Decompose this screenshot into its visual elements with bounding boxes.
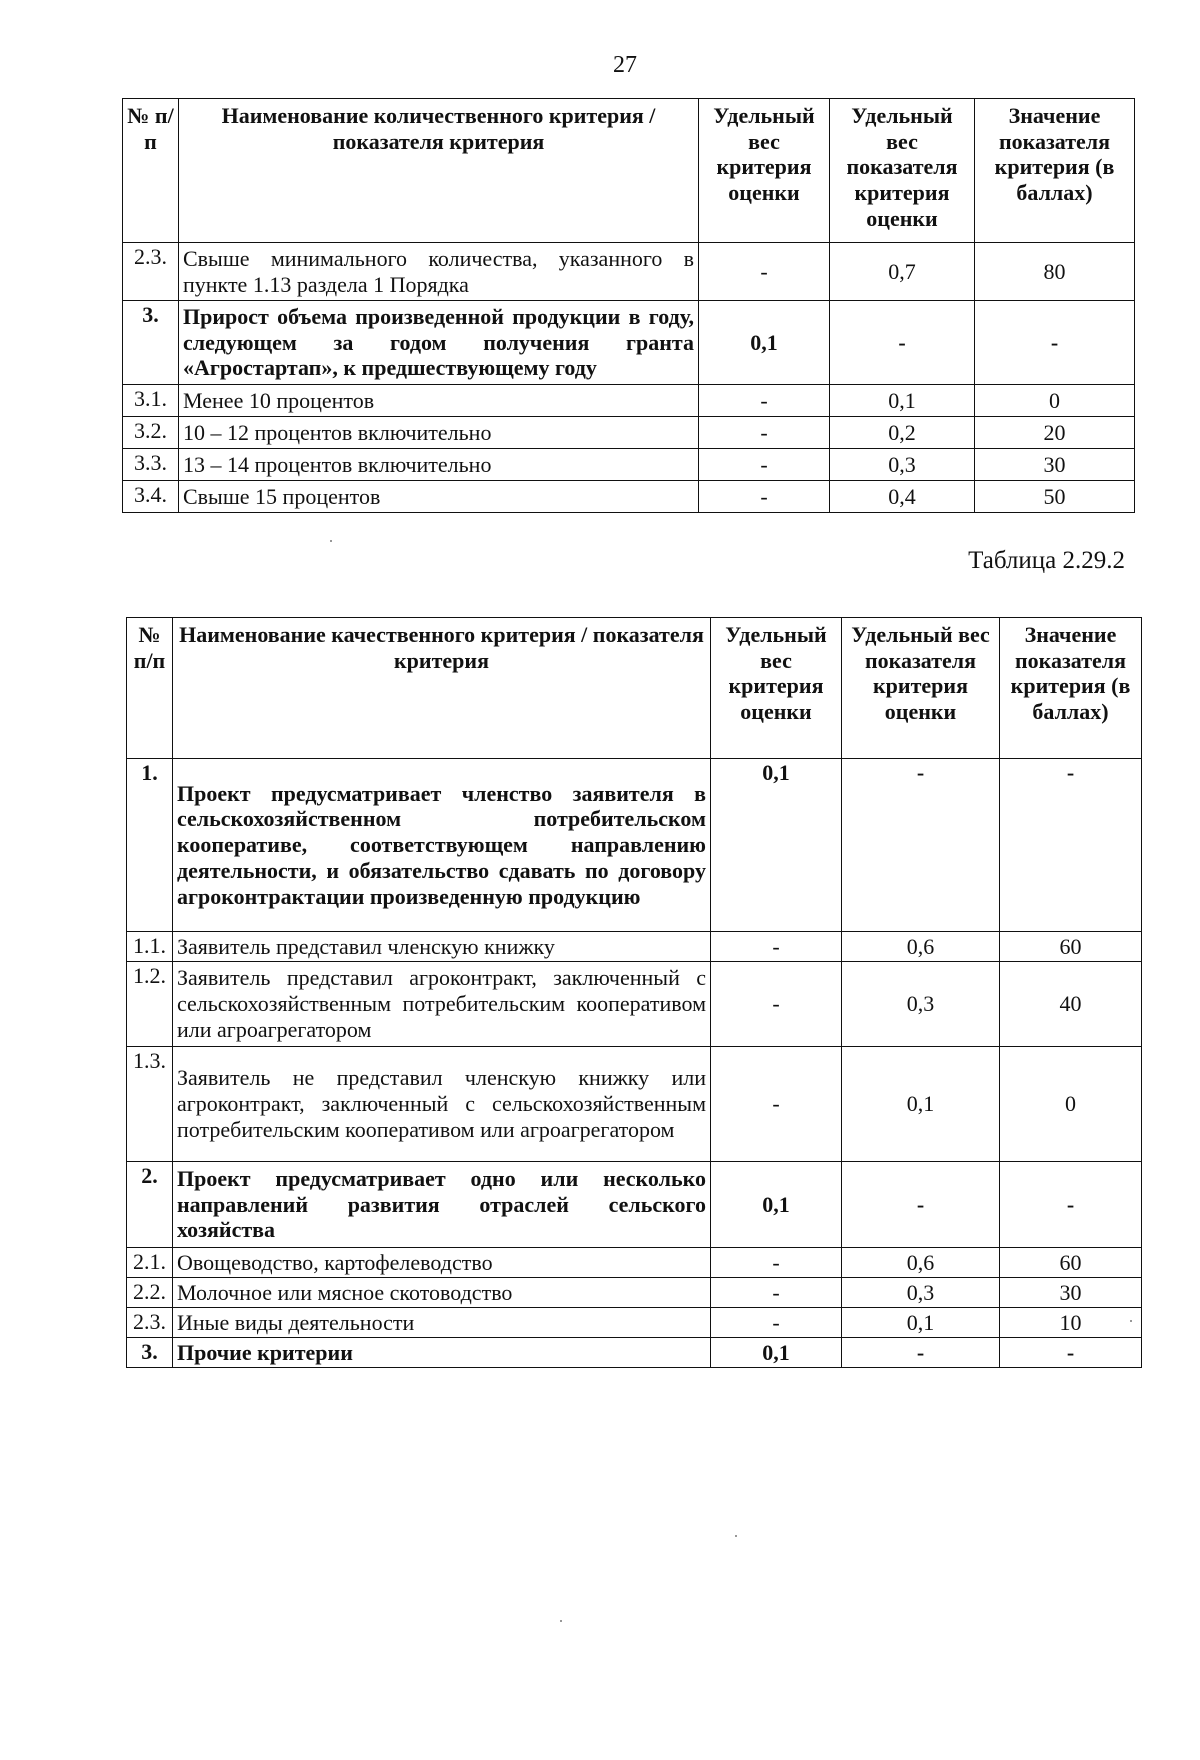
indicator-weight: 0,4 <box>830 481 975 513</box>
indicator-weight: 0,3 <box>830 449 975 481</box>
header-score: Значение показателя критерия (в баллах) <box>975 99 1135 243</box>
criterion-number: 1.3. <box>127 1047 173 1162</box>
header-criterion-weight: Удельный вес критерия оценки <box>711 618 842 759</box>
indicator-weight: - <box>842 1338 1000 1368</box>
criterion-name: Заявитель представил членскую книжку <box>173 932 711 962</box>
criterion-weight: - <box>699 243 830 301</box>
table-row <box>123 449 1135 481</box>
header-number: № п/п <box>127 618 173 759</box>
header-criterion-name: Наименование качественного критерия / показателя критерия <box>173 618 711 759</box>
criterion-number: 2. <box>127 1162 173 1248</box>
indicator-weight: 0,3 <box>842 962 1000 1047</box>
score-value: 20 <box>975 417 1135 449</box>
criterion-weight: - <box>711 1047 842 1162</box>
criterion-weight: - <box>699 449 830 481</box>
criterion-weight: - <box>711 1308 842 1338</box>
criterion-weight: - <box>711 1248 842 1278</box>
scan-speck <box>735 1535 737 1537</box>
criterion-weight: 0,1 <box>699 301 830 385</box>
criterion-weight: 0,1 <box>711 1338 842 1368</box>
table-row <box>123 301 1135 385</box>
criterion-name: Иные виды деятельности <box>173 1308 711 1338</box>
header-criterion-weight: Удельный вес критерия оценки <box>699 99 830 243</box>
criterion-number: 1.1. <box>127 932 173 962</box>
criterion-name: Свыше минимального количества, указанного в пункте 1.13 раздела 1 Порядка <box>179 243 699 301</box>
qualitative-criteria-table <box>126 617 1142 1368</box>
table-row <box>123 481 1135 513</box>
score-value: - <box>1000 1162 1142 1248</box>
score-value: 0 <box>975 385 1135 417</box>
table-row <box>127 1162 1142 1248</box>
table-row <box>123 417 1135 449</box>
header-indicator-weight: Удельный вес показателя критерия оценки <box>830 99 975 243</box>
criterion-weight: 0,1 <box>711 759 842 932</box>
criterion-weight: - <box>711 962 842 1047</box>
table-row <box>127 1047 1142 1162</box>
criterion-name: Проект предусматривает членство заявителя в сельскохозяйственном потребительском кооперативе, соответствующем направлению деятельности, и обязательство сдавать по договору агроконтрактации произведенную продукцию <box>173 759 711 932</box>
criterion-number: 2.3. <box>127 1308 173 1338</box>
score-value: - <box>1000 1338 1142 1368</box>
criterion-number: 3. <box>123 301 179 385</box>
score-value: 60 <box>1000 932 1142 962</box>
criterion-name: Прирост объема произведенной продукции в году, следующем за годом получения гранта «Агростартап», к предшествующему году <box>179 301 699 385</box>
table-row <box>127 1278 1142 1308</box>
page-number: 27 <box>613 52 637 78</box>
criterion-name: Овощеводство, картофелеводство <box>173 1248 711 1278</box>
score-value: 80 <box>975 243 1135 301</box>
indicator-weight: 0,1 <box>842 1047 1000 1162</box>
indicator-weight: 0,6 <box>842 932 1000 962</box>
criterion-number: 3.3. <box>123 449 179 481</box>
criterion-weight: - <box>711 932 842 962</box>
header-criterion-name: Наименование количественного критерия / показателя критерия <box>179 99 699 243</box>
table-row <box>127 1308 1142 1338</box>
criterion-weight: - <box>711 1278 842 1308</box>
header-score: Значение показателя критерия (в баллах) <box>1000 618 1142 759</box>
score-value: - <box>1000 759 1142 932</box>
indicator-weight: - <box>842 1162 1000 1248</box>
indicator-weight: 0,1 <box>830 385 975 417</box>
scan-speck <box>1130 1320 1132 1322</box>
criterion-name: Заявитель представил агроконтракт, заключенный с сельскохозяйственным потребительским кооперативом или агроагрегатором <box>173 962 711 1047</box>
score-value: 0 <box>1000 1047 1142 1162</box>
scan-speck <box>330 540 332 542</box>
criterion-name: Молочное или мясное скотоводство <box>173 1278 711 1308</box>
table-row <box>123 385 1135 417</box>
criterion-name: Прочие критерии <box>173 1338 711 1368</box>
criterion-number: 3.1. <box>123 385 179 417</box>
score-value: - <box>975 301 1135 385</box>
criterion-number: 1. <box>127 759 173 932</box>
table-body <box>127 759 1142 1368</box>
scan-speck <box>560 1620 562 1622</box>
indicator-weight: - <box>842 759 1000 932</box>
indicator-weight: 0,6 <box>842 1248 1000 1278</box>
table-row <box>127 962 1142 1047</box>
criterion-name: Заявитель не представил членскую книжку или агроконтракт, заключенный с сельскохозяйственным потребительским кооперативом или агроагрегатором <box>173 1047 711 1162</box>
criterion-number: 2.3. <box>123 243 179 301</box>
criterion-number: 3.4. <box>123 481 179 513</box>
table-row <box>127 1338 1142 1368</box>
criterion-number: 1.2. <box>127 962 173 1047</box>
indicator-weight: 0,1 <box>842 1308 1000 1338</box>
score-value: 40 <box>1000 962 1142 1047</box>
criterion-name: 10 – 12 процентов включительно <box>179 417 699 449</box>
criterion-number: 2.2. <box>127 1278 173 1308</box>
criterion-name: Менее 10 процентов <box>179 385 699 417</box>
indicator-weight: 0,7 <box>830 243 975 301</box>
score-value: 50 <box>975 481 1135 513</box>
header-indicator-weight: Удельный вес показателя критерия оценки <box>842 618 1000 759</box>
quantitative-criteria-table <box>122 98 1135 513</box>
criterion-number: 2.1. <box>127 1248 173 1278</box>
indicator-weight: 0,2 <box>830 417 975 449</box>
indicator-weight: - <box>830 301 975 385</box>
criterion-weight: 0,1 <box>711 1162 842 1248</box>
criterion-weight: - <box>699 385 830 417</box>
table-caption: Таблица 2.29.2 <box>968 547 1125 574</box>
score-value: 60 <box>1000 1248 1142 1278</box>
criterion-number: 3.2. <box>123 417 179 449</box>
table-body <box>123 243 1135 513</box>
table-row <box>127 1248 1142 1278</box>
criterion-name: Проект предусматривает одно или несколько направлений развития отраслей сельского хозяйства <box>173 1162 711 1248</box>
criterion-weight: - <box>699 481 830 513</box>
criterion-weight: - <box>699 417 830 449</box>
score-value: 10 <box>1000 1308 1142 1338</box>
header-number: № п/п <box>123 99 179 243</box>
criterion-name: Свыше 15 процентов <box>179 481 699 513</box>
table-row <box>127 932 1142 962</box>
score-value: 30 <box>1000 1278 1142 1308</box>
score-value: 30 <box>975 449 1135 481</box>
table-row <box>127 759 1142 932</box>
criterion-number: 3. <box>127 1338 173 1368</box>
criterion-name: 13 – 14 процентов включительно <box>179 449 699 481</box>
table-row <box>123 243 1135 301</box>
indicator-weight: 0,3 <box>842 1278 1000 1308</box>
